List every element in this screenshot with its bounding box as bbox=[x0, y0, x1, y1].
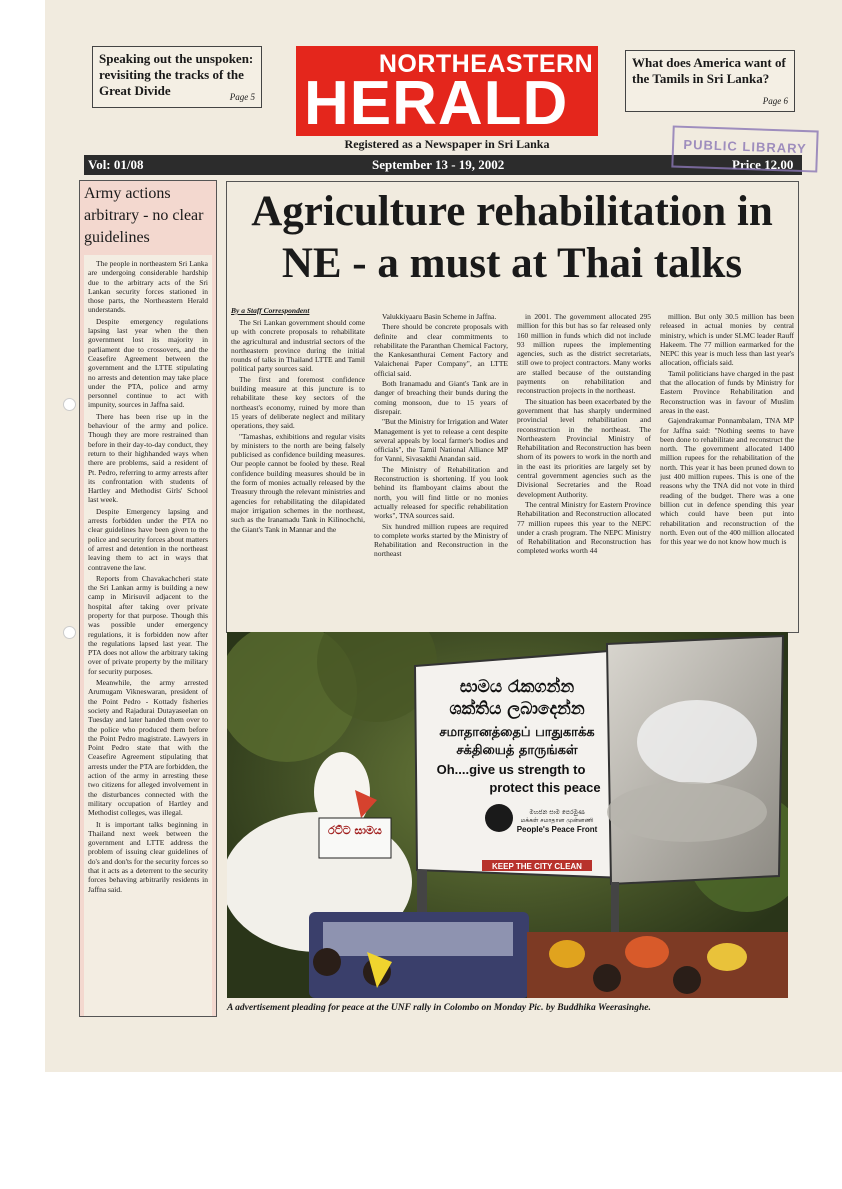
article-column-1 bbox=[231, 318, 365, 628]
article-paragraph: Both Iranamadu and Giant's Tank are in danger of breaching their bunds during the coming monsoon, due to 15 years of disrepair. bbox=[374, 379, 508, 416]
peace-front-logo bbox=[485, 804, 513, 832]
sidebar-paragraph: Meanwhile, the army arrested Arumugam Vikneswaran, president of the Point Pedro - Kottady fisheries society and Rajadurai Dutayaseelan on Tuesday and later handed them over to the police who produced them before the Point Pedro magistrate. Lawyers in Point Pedro state that with the Ceasefire Agreement stipulating that arrests under the PTA are forbidden, the action of the army in arresting these two citizens for alleged involvement in the disturbances connected with the military occupation of Hartley and Methodist colleges, was illegal. bbox=[88, 678, 208, 818]
registered-line: Registered as a Newspaper in Sri Lanka bbox=[344, 137, 550, 151]
billboard-english-1: Oh....give us strength to bbox=[436, 762, 586, 777]
teaser-right[interactable] bbox=[625, 50, 795, 112]
rally-photo bbox=[227, 632, 788, 998]
teaser-left[interactable] bbox=[92, 46, 262, 108]
issue-date: September 13 - 19, 2002 bbox=[372, 157, 505, 172]
billboard-tamil-1: சமாதானத்தைப் பாதுகாக்க bbox=[439, 725, 595, 740]
price: Price 12.00 bbox=[732, 157, 794, 172]
masthead-logo bbox=[296, 46, 598, 136]
masthead-top: NORTHEASTERN bbox=[378, 50, 594, 78]
article-column-3 bbox=[517, 312, 651, 622]
sidebar-paragraph: There has been rise up in the behaviour of the army and police. Though they are more restrained than before in their day-to-day conduct, they return to their highhanded ways when there are problems, said a resident of Pt. Pedro, referring to army arrests after its confrontation with students of Hartley and Methodist Girls' School last week. bbox=[88, 411, 208, 505]
article-paragraph: "But the Ministry for Irrigation and Water Management is yet to release a cent despite several appeals by local farmer's bodies and officials", the Tamil National Alliance MP for Vanni, Sivasakthi Anandan said. bbox=[374, 417, 508, 464]
volume-number: Vol: 01/08 bbox=[88, 157, 144, 172]
sidebar-paragraph: It is important talks beginning in Thailand next week between the government and LTTE address the problem of issuing clear guidelines of do's and don'ts for the security forces so that it acts as a deterrent to the security forces behaving arbitrarily residents in Jaffna said. bbox=[88, 819, 208, 894]
teaser-right-text: What does America want of the Tamils in Sri Lanka? bbox=[632, 55, 786, 86]
article-column-4 bbox=[660, 312, 794, 632]
teaser-left-page: Page 5 bbox=[229, 92, 255, 102]
article-paragraph: The central Ministry for Eastern Province Rehabilitation and Reconstruction allocated 77 million rupees this year to the NEPC under a crash program. The NEPC Ministry of Rehabilitation and Reconstruction has completed works worth 44 bbox=[517, 499, 651, 556]
article-paragraph: Valukkiyaaru Basin Scheme in Jaffna. bbox=[382, 312, 497, 321]
sidebar-paragraph: Reports from Chavakachcheri state the Sri Lankan army is building a new camp in Mirisuvil adjacent to the hospital after taking over private property for that purpose. Though this was possible under emergency regulations, it is forbidden now after the regulations lapsed last year. The PTA does not allow the arbitrary taking over of private property by the military for security purposes. bbox=[88, 573, 208, 676]
article-paragraph: The situation has been exacerbated by the government that has sharply undermined provincial level rehabilitation and reconstruction in the northeast. The Northeastern Provincial Ministry of Rehabilitation and Reconstruction has been shorn of its powers to work in the north and in the east its priorities are largely set by central government agencies such as the Divisional Secretaries and the Road development Authority. bbox=[517, 396, 651, 499]
billboard-english-2: protect this peace bbox=[489, 780, 601, 795]
sidebar-body bbox=[84, 255, 212, 1017]
punch-hole bbox=[63, 398, 76, 411]
article-paragraph: There should be concrete proposals with definite and clear commitments to rehabilitate the Paranthan Chemical Factory, the Kankesanthurai Cement Factory and Valaichenai Paper Company", an LTTE official said. bbox=[374, 322, 508, 378]
article-paragraph: "Tamashas, exhibitions and regular visits by ministers to the north are being falsely publicised as confidence building measures. Our people cannot be fooled by these. Real confidence building measures should be in the form of monies actually released by the Treasury through the relevant ministries and agencies for rehabilitating the dilapidated major irrigation schemes in the northeast, such as the Iranamadu Tank in Kilinochchi, the Giant's Tank in Mannar and the bbox=[231, 431, 365, 534]
sidebar-article bbox=[79, 180, 217, 1017]
sidebar-paragraph: Despite emergency regulations lapsing last year when the then government lost its majority in parliament due to crossovers, and the Ceasefire Agreement between the government and the LTTE stipulating no arrests and detention may take place under the PTA, police and army personnel continue to act with impunity, sources in Jaffna said. bbox=[88, 316, 208, 410]
billboard-sinhala-1: සාමය රැකගන්න bbox=[459, 677, 575, 697]
library-stamp: PUBLIC LIBRARY bbox=[671, 125, 818, 172]
article-paragraph: Six hundred million rupees are required to complete works started by the Ministry of Rehabilitation and Reconstruction in the northeast bbox=[374, 521, 508, 559]
article-column-2 bbox=[374, 312, 508, 622]
article-paragraph: The Ministry of Rehabilitation and Reconstruction is shortening. If you look behind its flamboyant claims about the north, you will find little or no monies actually released for specific rehabilitation works", TNA sources said. bbox=[374, 464, 508, 521]
article-paragraph: million. But only 30.5 million has been released in actual monies by central ministry, which is under SLMC leader Rauff Hakeem. The 77 million earmarked for the NEPC this year is much less than last year's allocation, officials said. bbox=[660, 312, 794, 368]
sidebar-paragraph: Despite Emergency lapsing and arrests forbidden under the PTA no clear guidelines have been given to the police and security forces about matters of arrest and detention in the northeast leaving them to act in ways that contravene the law. bbox=[88, 506, 208, 572]
billboard-front-name: People's Peace Front bbox=[516, 825, 598, 834]
byline: By a Staff Correspondent bbox=[231, 306, 310, 315]
keep-clean-text: KEEP THE CITY CLEAN bbox=[492, 862, 582, 871]
article-paragraph: The Sri Lankan government should come up with concrete proposals to rehabilitate the agricultural and industrial sectors of the northeastern province during the initial rounds of talks in Thailand LTTE and Tamil political party sources said. bbox=[231, 318, 365, 374]
article-paragraph: The first and foremost confidence building measure at this juncture is to rehabilitate these key sectors of the northeast's economy, ruined by more than 15 years of deliberate neglect and military operations, they said. bbox=[231, 374, 365, 431]
billboard-front-sinhala: මහජන සාම පෙරමුණ bbox=[529, 809, 585, 816]
teaser-right-page: Page 6 bbox=[762, 96, 788, 106]
sidebar-paragraph: The people in northeastern Sri Lanka are undergoing considerable hardship due to the arbitrary acts of the Sri Lankan security forces stationed in those parts, the Northeastern Herald understands. bbox=[88, 259, 208, 315]
teaser-left-text: Speaking out the unspoken: revisiting the tracks of the Great Divide bbox=[99, 51, 254, 98]
main-headline[interactable]: Agriculture rehabilitation in NE - a must at Thai talks bbox=[251, 188, 773, 287]
dove-sign: රට්ට සාමය bbox=[328, 824, 382, 837]
billboard-front-tamil: மக்கள் சமாதான முன்னணி bbox=[520, 817, 594, 824]
billboard-tamil-2: சக்தியைத் தாருங்கள் bbox=[456, 743, 578, 758]
article-paragraph: in 2001. The government allocated 295 million for this but has so far released only 160 million in funds which did not include 93 million rupees the implementing agencies, such as the district secretariats, still owe to project contractors. Many works are stalled because of the outstanding payments on rehabilitation and reconstruction projects in the northeast. bbox=[517, 312, 651, 396]
article-paragraph: Tamil politicians have charged in the past that the allocation of funds by Ministry for Eastern Province Rehabilitation and Reconstruction was in favour of Muslim areas in the east. bbox=[660, 368, 794, 415]
billboard-sinhala-2: ශක්තිය ලබාදෙන්න bbox=[449, 699, 585, 719]
masthead-main: HERALD bbox=[304, 69, 569, 138]
photo-caption: A advertisement pleading for peace at the UNF rally in Colombo on Monday Pic. by Buddhika Weerasinghe. bbox=[227, 1003, 651, 1013]
article-paragraph: Gajendrakumar Ponnambalam, TNA MP for Jaffna said: "Nothing seems to have been done to rehabilitate and reconstruct the north. The government allocated 1400 million rupees for the rehabilitation of the north. This year it has been pruned down to just 400 million rupees. This is one of the reasons why the TNA did not vote in third reading of the budget. There was a one billion cut in defence spending this year which could have been put into rehabilitation and reconstruction of the north. Even out of the 400 million allocated for this year we do not know how much is bbox=[660, 416, 794, 547]
punch-hole bbox=[63, 626, 76, 639]
photo-illustration bbox=[227, 632, 788, 998]
sidebar-headline[interactable]: Army actions arbitrary - no clear guidelines bbox=[84, 185, 204, 246]
